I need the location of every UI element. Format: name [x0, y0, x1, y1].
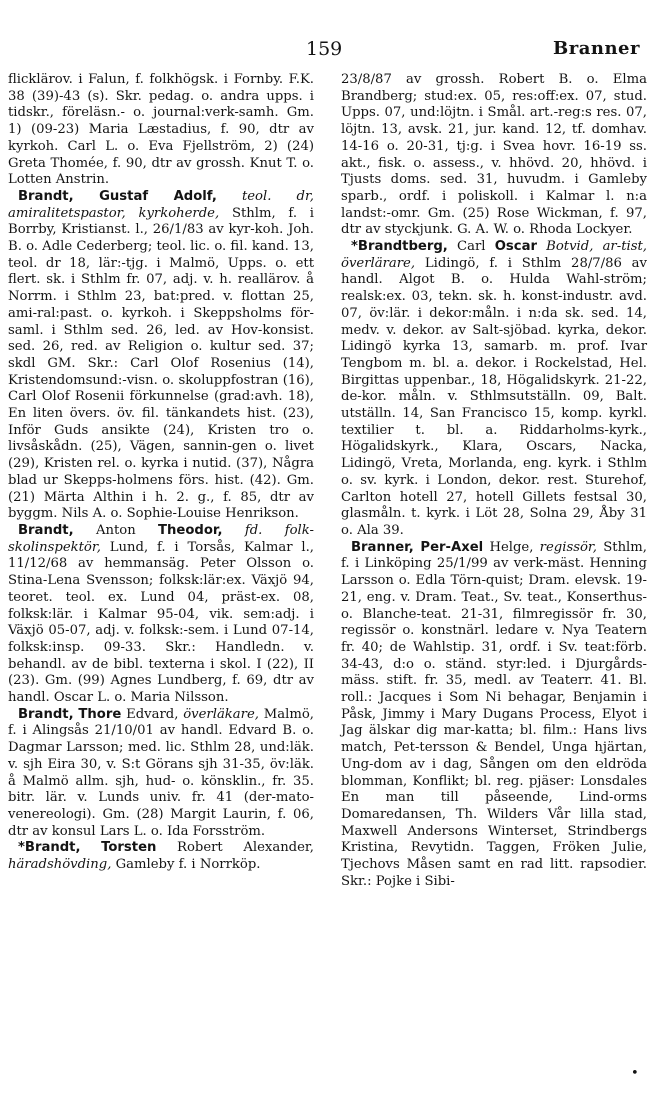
entry-title: häradshövding,	[8, 857, 112, 873]
entry-brandt-torsten	[8, 840, 314, 873]
right-column	[341, 72, 647, 890]
entry-given-names: Carl	[457, 239, 486, 255]
entry-brandtberg-oscar	[341, 239, 647, 540]
entry-brandt-theodor	[8, 523, 314, 707]
page-number: 159	[306, 38, 343, 60]
entry-name: Brandt, Gustaf Adolf,	[18, 188, 217, 204]
footer-mark: •	[631, 1066, 639, 1081]
entry-given-names: Robert Alexander,	[177, 840, 314, 856]
entry-title: Botvid, ar-tist, överlärare,	[341, 239, 647, 271]
entry-call-name: Torsten	[101, 840, 157, 856]
entry-name: Branner, Per-Axel	[351, 539, 484, 555]
entry-given-names: Helge,	[489, 539, 534, 555]
entry-title: överläkare,	[183, 706, 259, 722]
entry-body: Sthlm, f. i Linköping 25/1/99 av verk-mäst. Henning Larsson o. Edla Törn-quist; Dram. elevsk. 19-21, eng. v. Dram. Teat., Sv. teat., Konserthus- o. Blanche-teat. 21-31, filmregissör fr. 30, regissör o. konstnärl. ledare v. Nya Teatern fr. 40; de Wahlstip. 31, ordf. i Sv. teat:förb. 34-43, d:o o. ständ. styr:led. i Djurgårds-mäss. stift. fr. 35, medl. av Teaterr. 41. Bl. roll.: Jacques i Som Ni behagar, Benjamin i Påsk, Jimmy i Mary Dugans Process, Elyot i Jag älskar dig mar-katta; bl. film.: Hans livs match, Pet-tersson & Bendel, Unga hjärtan, Ung-dom av i dag, Sången om den eldröda blomman, Konflikt; bl. reg. pjäser: Lonsdales En man till påseende, Lind-orms Domaredansen, Th. Wilders Vår lilla stad, Maxwell Andersons Winterset, Strindbergs Kristina, Revytidn. Taggen, Fröken Julie, Tjechovs Måsen samt en rad litt. rapsodier. Skr.: Pojke i Sibi-	[341, 539, 647, 889]
entry-name: Brandt,	[18, 706, 74, 722]
entry-name: *Brandt,	[18, 840, 81, 856]
entry-given-names: Edvard,	[126, 706, 179, 722]
page-header	[0, 38, 664, 64]
entry-name: Brandt,	[18, 522, 74, 538]
entry-body: Malmö, f. i Alingsås 21/10/01 av handl. Edvard B. o. Dagmar Larsson; med. lic. Sthlm 28, und:läk. v. sjh Eira 30, v. S:t Görans sjh 31-35, öv:läk. å Malmö allm. sjh, hud- o. könsklin., fr. 35. bitr. lär. v. Lunds univ. fr. 41 (der-mato-venereologi). Gm. (28) Margit Laurin, f. 06, dtr av konsul Lars L. o. Ida Forsström.	[8, 706, 314, 839]
entry-body: Lund, f. i Torsås, Kalmar l., 11/12/68 av hemmansäg. Peter Olsson o. Stina-Lena Svensson; folksk:lär:ex. Växjö 94, teoret. teol. ex. Lund 04, präst-ex. 08, folksk:lär. i Kalmar 95-04, vik. sem:adj. i Växjö 05-07, adj. v. folksk:-sem. i Lund 07-14, folksk:insp. 09-33. Skr.: Handledn. v. behandl. av de bibl. texterna i skol. I (22), II (23). Gm. (99) Agnes Lundberg, f. 69, dtr av handl. Oscar L. o. Maria Nilsson.	[8, 539, 314, 706]
running-head: Branner	[553, 38, 640, 59]
entry-given-names: Anton	[95, 522, 136, 538]
entry-title: regissör,	[539, 539, 597, 555]
entry-call-name: Oscar	[494, 239, 537, 255]
entry-body: Lidingö, f. i Sthlm 28/7/86 av handl. Algot B. o. Hulda Wahl-ström; realsk:ex. 03, tekn. sk. h. konst-industr. avd. 07, öv:lär. i dekor:måln. i n:da sk. sed. 14, medv. v. dekor. av Salt-sjöbad. kyrka, dekor. Lidingö kyrka 13, samarb. m. prof. Ivar Tengbom m. bl. a. dekor. i Rockelstad, Hel. Birgittas uppenbar., 18, Högalidskyrk. 21-22, de-kor. måln. v. Sthlmsutställn. 09, Balt. utställn. 14, San Francisco 15, komp. kyrkl. textilier t. bl. a. Riddarholms-kyrk., Högalidskyrk., Klara, Oscars, Nacka, Lidingö, Vreta, Morlanda, eng. kyrk. i Sthlm o. sv. kyrk. i London, dekor. rest. Sturehof, Carlton hotell 27, hotell Gillets festsal 30, glasmåln. t. kyrk. i Löt 28, Solna 29, Åby 31 o. Ala 39.	[341, 255, 647, 538]
continuation-text: flicklärov. i Falun, f. folkhögsk. i Fornby. F.K. 38 (39)-43 (s). Skr. pedag. o. andra upps. i tidskr., föreläsn.- o. journal:verk-samh. Gm. 1) (09-23) Maria Læstadius, f. 90, dtr av kyrkoh. Carl L. o. Eva Fjellström, 2) (24) Greta Thomée, f. 90, dtr av grossh. Knut T. o. Lotten Anstrin.	[8, 72, 314, 188]
entry-title: teol. dr, amiralitetspastor, kyrkoherde,	[8, 188, 314, 221]
entry-branner-per-axel	[341, 540, 647, 891]
entry-call-name: Theodor,	[158, 522, 223, 538]
left-column	[8, 72, 314, 874]
entry-title: fd. folk-skolinspektör,	[8, 522, 314, 555]
continuation-text: 23/8/87 av grossh. Robert B. o. Elma Brandberg; stud:ex. 05, res:off:ex. 07, stud. Upps. 07, und:löjtn. i Smål. art.-reg:s res. 07, löjtn. 13, avsk. 21, jur. kand. 12, tf. domhav. 14-16 o. 20-31, tj:g. i Svea hovr. 16-19 ss. akt., fisk. o. assess., v. hhövd. 20, hhövd. i Tjusts doms. sed. 31, huvudm. i Gamleby sparb., ordf. i poliskoll. i Kalmar l. n:a landst:-omr. Gm. (25) Rose Wickman, f. 97, dtr av styckjunk. G. A. W. o. Rhoda Lockyer.	[341, 72, 647, 238]
entry-brandt-gustaf	[8, 189, 314, 523]
entry-body: Gamleby f. i Norrköp.	[115, 857, 261, 873]
entry-call-name: Thore	[78, 706, 122, 722]
entry-name: *Brandtberg,	[351, 239, 448, 255]
entry-body: Sthlm, f. i Borrby, Kristianst. l., 26/1/83 av kyr-koh. Joh. B. o. Adle Cederberg; teol. lic. o. fil. kand. 13, teol. dr 18, lär:-tjg. i Malmö, Upps. o. ett flert. sk. i Sthlm fr. 07, adj. v. h. reallärov. å Norrm. i Sthlm 23, bat:pred. v. flottan 25, ami-ral:past. o. kyrkoh. i Skeppsholms för-saml. i Sthlm sed. 26, led. av Hov-konsist. sed. 26, red. av Religion o. kultur sed. 37; skdl GM. Skr.: Carl Olof Rosenius (14), Kristendomsund:-visn. o. skoluppfostran (16), Carl Olof Rosenii förkunnelse (grad:avh. 18), En liten övers. öv. fil. tänkandets hist. (23), Inför Guds ansikte (24), Kristen tro o. livsåskådn. (25), Vägen, sannin-gen o. livet (29), Kristen rel. o. kyrka i nutid. (37), Några blad ur Skepps-holmens förs. hist. (42). Gm. (21) Märta Althin i h. 2. g., f. 85, dtr av byggm. Nils A. o. Sophie-Louise Henrikson.	[8, 205, 314, 522]
entry-brandt-thore	[8, 707, 314, 841]
